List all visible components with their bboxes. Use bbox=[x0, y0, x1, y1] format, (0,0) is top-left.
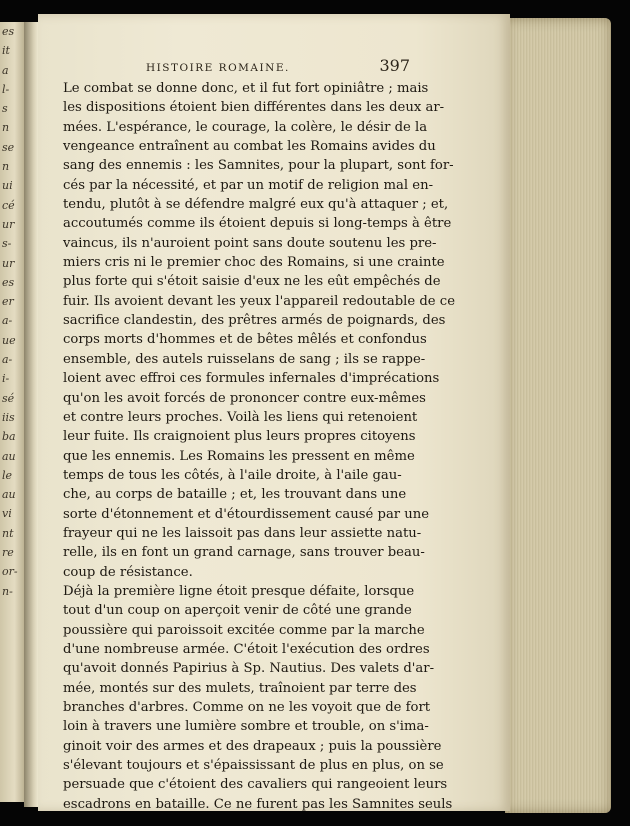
text-line: escadrons en bataille. Ce ne furent pas les Samnites seuls bbox=[63, 796, 453, 812]
page-header bbox=[110, 56, 410, 75]
text-line: loin à travers une lumière sombre et trouble, on s'ima- bbox=[63, 719, 429, 735]
left-page-fragment: le bbox=[2, 468, 13, 482]
left-page-fragment: ui bbox=[2, 179, 13, 193]
book-gutter bbox=[24, 22, 38, 807]
text-line: plus forte qui s'étoit saisie d'eux ne les eût empêchés de bbox=[63, 274, 441, 290]
text-line: Le combat se donne donc, et il fut fort opiniâtre ; mais bbox=[63, 81, 429, 96]
text-line: ginoit voir des armes et des drapeaux ; puis la poussière bbox=[63, 738, 442, 754]
text-line: vengeance entraînent au combat les Romains avides du bbox=[63, 139, 436, 155]
text-line: poussière qui paroissoit excitée comme par la marche bbox=[63, 622, 425, 638]
paragraph bbox=[63, 582, 453, 814]
page-body-text bbox=[63, 79, 455, 814]
text-line: corps morts d'hommes et de bêtes mêlés et confondus bbox=[63, 332, 427, 348]
text-line: sang des ennemis : les Samnites, pour la plupart, sont for- bbox=[63, 158, 454, 174]
text-line: leur fuite. Ils craignoient plus leurs propres citoyens bbox=[63, 429, 416, 445]
text-line: miers cris ni le premier choc des Romains, si une crainte bbox=[63, 255, 445, 271]
left-page-fragment: s- bbox=[2, 237, 12, 251]
text-line: s'élevant toujours et s'épaississant de plus en plus, on se bbox=[63, 758, 444, 774]
text-line: qu'on les avoit forcés de prononcer contre eux-mêmes bbox=[63, 390, 426, 406]
text-line: relle, ils en font un grand carnage, sans trouver beau- bbox=[63, 545, 425, 561]
left-page-fragment: or- bbox=[2, 565, 18, 579]
left-page-fragment: ur bbox=[2, 217, 15, 231]
left-page-fragment: nt bbox=[2, 526, 14, 540]
left-page-fragment: au bbox=[2, 449, 16, 463]
text-line: ensemble, des autels ruisselans de sang ; ils se rappe- bbox=[63, 351, 426, 367]
left-page-fragment: n bbox=[2, 121, 10, 135]
left-page-fragment: l- bbox=[2, 82, 10, 96]
left-page-fragment: es bbox=[2, 275, 15, 289]
text-line: coup de résistance. bbox=[63, 564, 193, 580]
left-page-fragment: cé bbox=[2, 198, 15, 212]
left-page-fragment: a- bbox=[2, 353, 13, 367]
text-line: frayeur qui ne les laissoit pas dans leur assiette natu- bbox=[63, 525, 422, 541]
text-line: mée, montés sur des mulets, traînoient par terre des bbox=[63, 680, 417, 696]
left-page-fragment: i- bbox=[2, 372, 10, 386]
text-line: accoutumés comme ils étoient depuis si long-temps à être bbox=[63, 216, 452, 232]
text-line: les dispositions étoient bien différentes dans les deux ar- bbox=[63, 100, 445, 116]
text-line: branches d'arbres. Comme on ne les voyoit que de fort bbox=[63, 700, 431, 715]
left-page-fragment: se bbox=[2, 140, 15, 154]
text-line: et contre leurs proches. Voilà les liens qui retenoient bbox=[63, 409, 418, 425]
page-number: 397 bbox=[379, 56, 410, 75]
left-page-fragment: a bbox=[2, 63, 9, 77]
left-page-fragment: ur bbox=[2, 256, 15, 270]
text-line: d'une nombreuse armée. C'étoit l'exécution des ordres bbox=[63, 641, 430, 657]
text-line: mées. L'espérance, le courage, la colère, le désir de la bbox=[63, 119, 428, 135]
text-line: tout d'un coup on aperçoit venir de côté une grande bbox=[63, 603, 412, 619]
text-line: cés par la nécessité, et par un motif de religion mal en- bbox=[63, 177, 434, 193]
text-line: sorte d'étonnement et d'étourdissement causé par une bbox=[63, 506, 430, 522]
text-line: che, au corps de bataille ; et, les trouvant dans une bbox=[63, 487, 407, 503]
running-head: HISTOIRE ROMAINE. bbox=[146, 62, 290, 74]
text-line: persuade que c'étoient des cavaliers qui rangeoient leurs bbox=[63, 777, 448, 793]
left-page-fragment: vi bbox=[2, 507, 12, 521]
paragraph bbox=[63, 79, 455, 582]
left-page-fragment: es bbox=[2, 25, 15, 38]
text-line: que les ennemis. Les Romains les pressent en même bbox=[63, 448, 415, 464]
text-line: fuir. Ils avoient devant les yeux l'appareil redoutable de ce bbox=[63, 293, 455, 309]
left-page-fragment: sé bbox=[2, 391, 15, 405]
left-page-fragment: s bbox=[2, 102, 8, 116]
text-line: tendu, plutôt à se défendre malgré eux qu'à attaquer ; et, bbox=[63, 197, 449, 213]
left-page-fragment: re bbox=[2, 546, 14, 560]
left-page-fragment: er bbox=[2, 295, 14, 309]
left-page-fragment: ue bbox=[2, 333, 16, 347]
text-line: vaincus, ils n'auroient point sans doute soutenu les pre- bbox=[63, 235, 437, 251]
left-page-edge bbox=[0, 22, 24, 802]
left-page-fragment: a- bbox=[2, 314, 13, 328]
text-line: sacrifice clandestin, des prêtres armés de poignards, des bbox=[63, 313, 446, 329]
book-fore-edge bbox=[505, 18, 611, 813]
text-line: loient avec effroi ces formules infernales d'imprécations bbox=[63, 371, 440, 387]
text-line: qu'avoit donnés Papirius à Sp. Nautius. Des valets d'ar- bbox=[63, 661, 435, 677]
text-line: temps de tous les côtés, à l'aile droite, à l'aile gau- bbox=[63, 467, 402, 483]
text-line: Déjà la première ligne étoit presque défaite, lorsque bbox=[63, 583, 415, 599]
left-page-fragment: au bbox=[2, 488, 16, 502]
left-page-fragment: n- bbox=[2, 584, 13, 598]
left-page-fragment: n bbox=[2, 160, 10, 174]
left-page-fragment: ba bbox=[2, 430, 16, 444]
left-page-fragment: iis bbox=[2, 410, 15, 424]
left-page-fragment: it bbox=[2, 44, 10, 58]
